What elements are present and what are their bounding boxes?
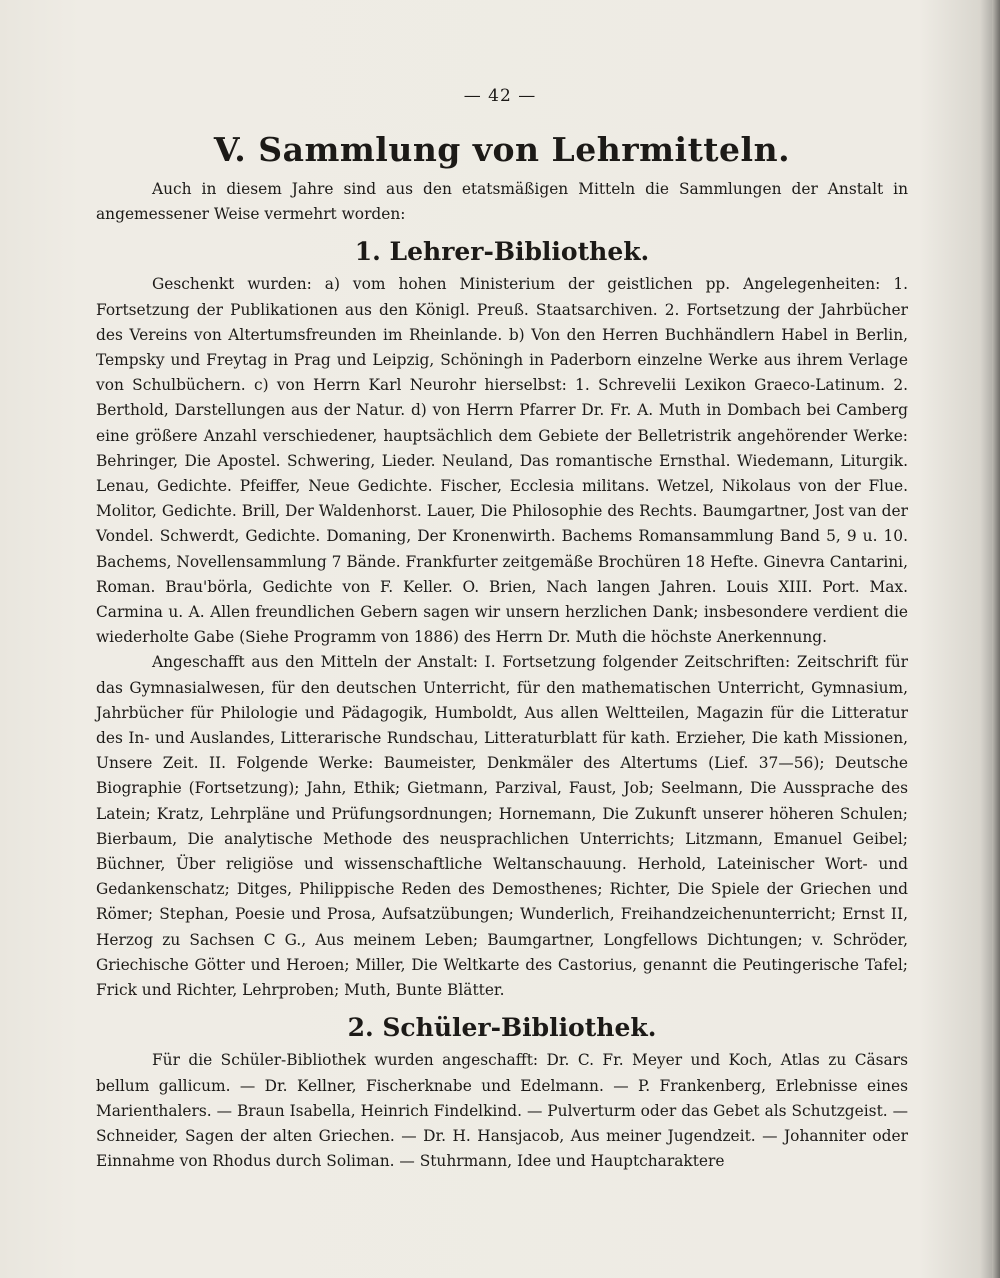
student-library-paragraph: Für die Schüler-Bibliothek wurden angeschafft: Dr. C. Fr. Meyer und Koch, Atlas zu Cäsars bellum gallicum. — Dr. Kellner, Fischerknabe und Edelmann. — P. Frankenberg, Erlebnisse eines Marienthalers. — Braun Isabella, Heinrich Findelkind. — Pulverturm oder das Gebet als Schutzgeist. — Schneider, Sagen der alten Griechen. — Dr. H. Hansjacob, Aus meiner Jugendzeit. — Johanniter oder Einnahme von Rhodus durch Soliman. — Stuhrmann, Idee und Hauptcharaktere xyxy=(96,1051,908,1171)
purchases-paragraph: Angeschafft aus den Mitteln der Anstalt: I. Fortsetzung folgender Zeitschriften: Zeitschrift für das Gymnasialwesen, für den deutschen Unterricht, für den mathematischen Unterricht, Gymnasium, Jahrbücher für Philologie und Pädagogik, Humboldt, Aus allen Weltteilen, Magazin für die Litteratur des In- und Auslandes, Litterarische Rundschau, Litteraturblatt für kath. Erzieher, Die kath Missionen, Unsere Zeit. II. Folgende Werke: Baumeister, Denkmäler des Altertums (Lief. 37—56); Deutsche Biographie (Fortsetzung); Jahn, Ethik; Gietmann, Parzival, Faust, Job; Seelmann, Die Aussprache des Latein; Kratz, Lehrpläne und Prüfungsordnungen; Hornemann, Die Zukunft unserer höheren Schulen; Bierbaum, Die analytische Methode des neusprachlichen Unterrichts; Litzmann, Emanuel Geibel; Büchner, Über religiöse und wissenschaftliche Weltanschauung. Herhold, Lateinischer Wort- und Gedankenschatz; Ditges, Philippische Reden des Demosthenes; Richter, Die Spiele der Griechen und Römer; Stephan, Poesie und Prosa, Aufsatzübungen; Wunderlich, Freihandzeichenunterricht; Ernst II, Herzog zu Sachsen C G., Aus meinem Leben; Baumgartner, Longfellows Dichtungen; v. Schröder, Griechische Götter und Heroen; Miller, Die Weltkarte des Castorius, genannt die Peutingerische Tafel; Frick und Richter, Lehrproben; Muth, Bunte Blätter. xyxy=(96,653,908,1000)
section-heading: V. Sammlung von Lehrmitteln. xyxy=(213,130,791,169)
subsection-heading-teacher-library: 1. Lehrer-Bibliothek. xyxy=(354,237,650,267)
page-number: — 42 — xyxy=(463,86,537,106)
page-edge-shadow xyxy=(992,0,1000,1278)
subsection-heading-student-library: 2. Schüler-Bibliothek. xyxy=(347,1013,657,1043)
intro-paragraph: Auch in diesem Jahre sind aus den etatsmäßigen Mitteln die Sammlungen der Anstalt in angemessener Weise vermehrt worden: xyxy=(96,180,908,224)
gifts-paragraph: Geschenkt wurden: a) vom hohen Ministerium der geistlichen pp. Angelegenheiten: 1. Fortsetzung der Publikationen aus den Königl. Preuß. Staatsarchiven. 2. Fortsetzung der Jahrbücher des Vereins von Altertumsfreunden im Rheinlande. b) Von den Herren Buchhändlern Habel in Berlin, Tempsky und Freytag in Prag und Leipzig, Schöningh in Paderborn einzelne Werke aus ihrem Verlage von Schulbüchern. c) von Herrn Karl Neurohr hierselbst: 1. Schrevelii Lexikon Graeco-Latinum. 2. Berthold, Darstellungen aus der Natur. d) von Herrn Pfarrer Dr. Fr. A. Muth in Dombach bei Camberg eine größere Anzahl verschiedener, hauptsächlich dem Gebiete der Belletristrik angehörender Werke: Behringer, Die Apostel. Schwering, Lieder. Neuland, Das romantische Ernsthal. Wiedemann, Liturgik. Lenau, Gedichte. Pfeiffer, Neue Gedichte. Fischer, Ecclesia militans. Wetzel, Nikolaus von der Flue. Molitor, Gedichte. Brill, Der Waldenhorst. Lauer, Die Philosophie des Rechts. Baumgartner, Jost van der Vondel. Schwerdt, Gedichte. Domaning, Der Kronenwirth. Bachems Romansammlung Band 5, 9 u. 10. Bachems, Novellensammlung 7 Bände. Frankfurter zeitgemäße Brochüren 18 Hefte. Ginevra Cantarini, Roman. Brau'börla, Gedichte von F. Keller. O. Brien, Nach langen Jahren. Louis XIII. Port. Max. Carmina u. A. Allen freundlichen Gebern sagen wir unsern herzlichen Dank; insbesondere verdient die wiederholte Gabe (Siehe Programm von 1886) des Herrn Dr. Muth die höchste Anerkennung. xyxy=(96,275,908,647)
page-content xyxy=(96,124,908,1174)
